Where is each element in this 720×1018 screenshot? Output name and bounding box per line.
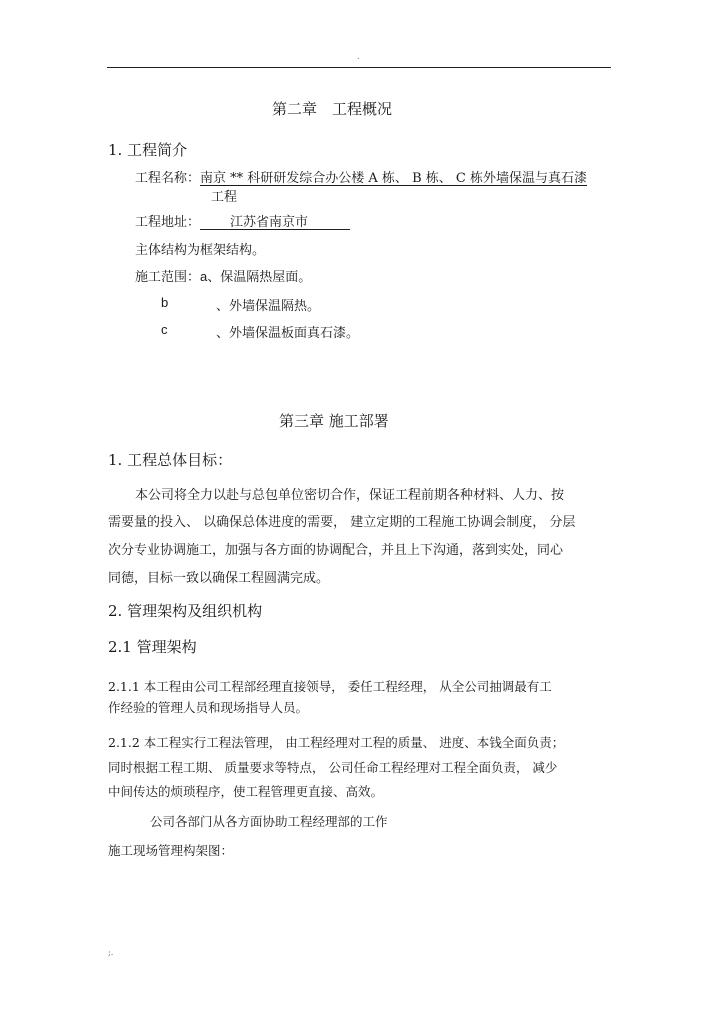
chart-caption: 施工现场管理构架图：	[108, 843, 234, 858]
project-name-label: 工程名称：	[135, 171, 201, 186]
item-2-1-2-line: 同时根据工程工期、 质量要求等特点， 公司任命工程经理对工程全面负责， 减少	[108, 760, 558, 775]
goal-line: 次分专业协调施工，加强与各方面的协调配合，并且上下沟通，落到实处，同心	[108, 543, 564, 558]
project-name-row	[135, 167, 587, 186]
footer-mark: ;.	[108, 948, 114, 957]
project-name-wrap: 工程	[211, 190, 238, 205]
dept-support-text: 公司各部门从各方面协助工程经理部的工作	[150, 814, 388, 829]
scope-letter-a: a	[200, 269, 208, 284]
section1-heading: 1. 工程简介	[108, 141, 188, 159]
header-mark: .	[357, 52, 360, 61]
item-2-1-1-line: 2.1.1 本工程由公司工程部经理直接领导， 委任工程经理， 从全公司抽调最有工	[108, 679, 552, 694]
scope-text-a: 、保温隔热屋面。	[207, 270, 312, 285]
scope-letter-c: c	[161, 322, 168, 337]
chapter3-title: 第三章 施工部署	[279, 412, 389, 430]
scope-text-c: 、外墙保温板面真石漆。	[216, 326, 360, 341]
mgmt-heading: 2. 管理架构及组织机构	[108, 602, 263, 620]
chapter2-title: 第二章 工程概况	[272, 100, 393, 118]
goal-line: 需要量的投入、 以确保总体进度的需要， 建立定期的工程施工协调会制度， 分层	[108, 515, 576, 530]
address-underline-lead	[200, 214, 230, 230]
header-rule	[107, 67, 611, 68]
item-2-1-1-line: 作经验的管理人员和现场指导人员。	[108, 700, 309, 715]
goal-line: 同德，目标一致以确保工程圆满完成。	[108, 571, 330, 586]
item-2-1-2-line: 中间传达的烦琐程序，使工程管理更直接、高效。	[108, 784, 384, 799]
scope-label: 施工范围：	[135, 270, 201, 285]
goal-line: 本公司将全力以赴与总包单位密切合作，保证工程前期各种材料、人力、按	[135, 488, 565, 503]
scope-row-a	[135, 266, 311, 285]
project-address-value: 江苏省南京市	[230, 215, 309, 230]
address-underline-trail	[308, 214, 350, 230]
scope-letter-b: b	[161, 295, 169, 310]
structure-text: 主体结构为框架结构。	[135, 243, 266, 258]
project-name-value: 南京 ** 科研研发综合办公楼 A 栋、 B 栋、 C 栋外墙保温与真石漆	[200, 171, 587, 186]
goal-heading: 1. 工程总体目标：	[108, 451, 233, 469]
scope-text-b: 、外墙保温隔热。	[216, 299, 321, 314]
project-address-label: 工程地址：	[135, 215, 201, 230]
project-address-row	[135, 211, 350, 230]
mgmt-sub-heading: 2.1 管理架构	[108, 638, 197, 656]
item-2-1-2-line: 2.1.2 本工程实行工程法管理， 由工程经理对工程的质量、 进度、本钱全面负责；	[108, 735, 565, 750]
